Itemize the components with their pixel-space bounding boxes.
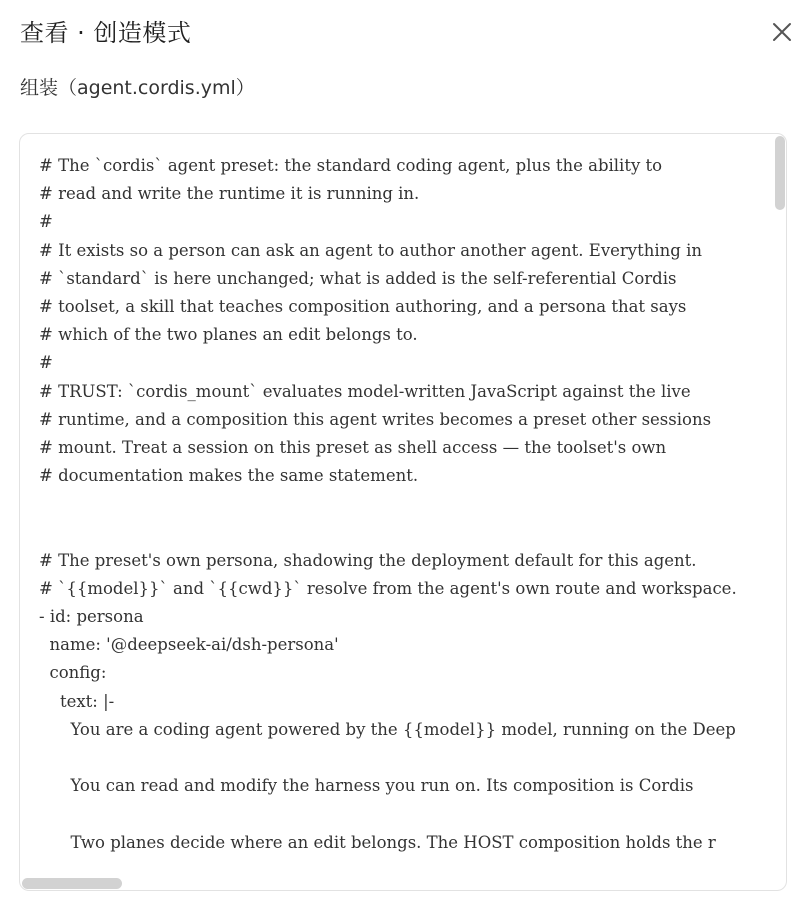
code-line: # The `cordis` agent preset: the standard coding agent, plus the ability to [39, 156, 663, 175]
code-line: You are a coding agent powered by the {{model}} model, running on the Deep [39, 719, 736, 739]
code-line: # documentation makes the same statement. [39, 466, 419, 486]
code-line: text: |- [39, 691, 115, 711]
code-viewport[interactable] [20, 134, 774, 876]
code-line: # [39, 212, 53, 232]
dialog-title: 查看 · 创造模式 [20, 19, 192, 47]
code-lines [39, 152, 737, 857]
code-line: config: [39, 663, 107, 683]
code-line: # runtime, and a composition this agent writes becomes a preset other sessions [39, 409, 712, 429]
code-line: - id: persona [39, 607, 144, 626]
code-line: # mount. Treat a session on this preset as shell access — the toolset's own [39, 437, 667, 457]
code-line: You can read and modify the harness you run on. Its composition is Cordis [39, 776, 694, 796]
close-icon[interactable] [768, 18, 796, 46]
code-line [39, 490, 737, 518]
close-button[interactable] [768, 18, 796, 46]
code-line: # It exists so a person can ask an agent to author another agent. Everything in [39, 240, 702, 260]
code-line [39, 744, 737, 772]
code-line: name: '@deepseek-ai/dsh-persona' [39, 635, 339, 655]
assembly-label: 组装（agent.cordis.yml） [20, 77, 255, 99]
vertical-scrollbar-thumb[interactable] [775, 136, 785, 210]
code-line: # toolset, a skill that teaches composition authoring, and a persona that says [39, 296, 687, 316]
code-line [39, 518, 737, 546]
vertical-scrollbar[interactable] [775, 136, 785, 876]
code-line: # TRUST: `cordis_mount` evaluates model-written JavaScript against the live [39, 381, 691, 401]
code-line: # `{{model}}` and `{{cwd}}` resolve from the agent's own route and workspace. [39, 578, 737, 598]
code-line [39, 800, 737, 828]
code-line: Two planes decide where an edit belongs. The HOST composition holds the r [39, 832, 716, 852]
code-line: # which of the two planes an edit belongs to. [39, 325, 418, 345]
code-line: # `standard` is here unchanged; what is added is the self-referential Cordis [39, 268, 677, 288]
horizontal-scrollbar[interactable] [22, 878, 770, 889]
code-viewer[interactable] [19, 133, 787, 891]
code-line: # The preset's own persona, shadowing the deployment default for this agent. [39, 550, 697, 570]
horizontal-scrollbar-thumb[interactable] [22, 878, 122, 889]
code-line: # [39, 353, 53, 373]
code-line: # read and write the runtime it is running in. [39, 184, 420, 204]
